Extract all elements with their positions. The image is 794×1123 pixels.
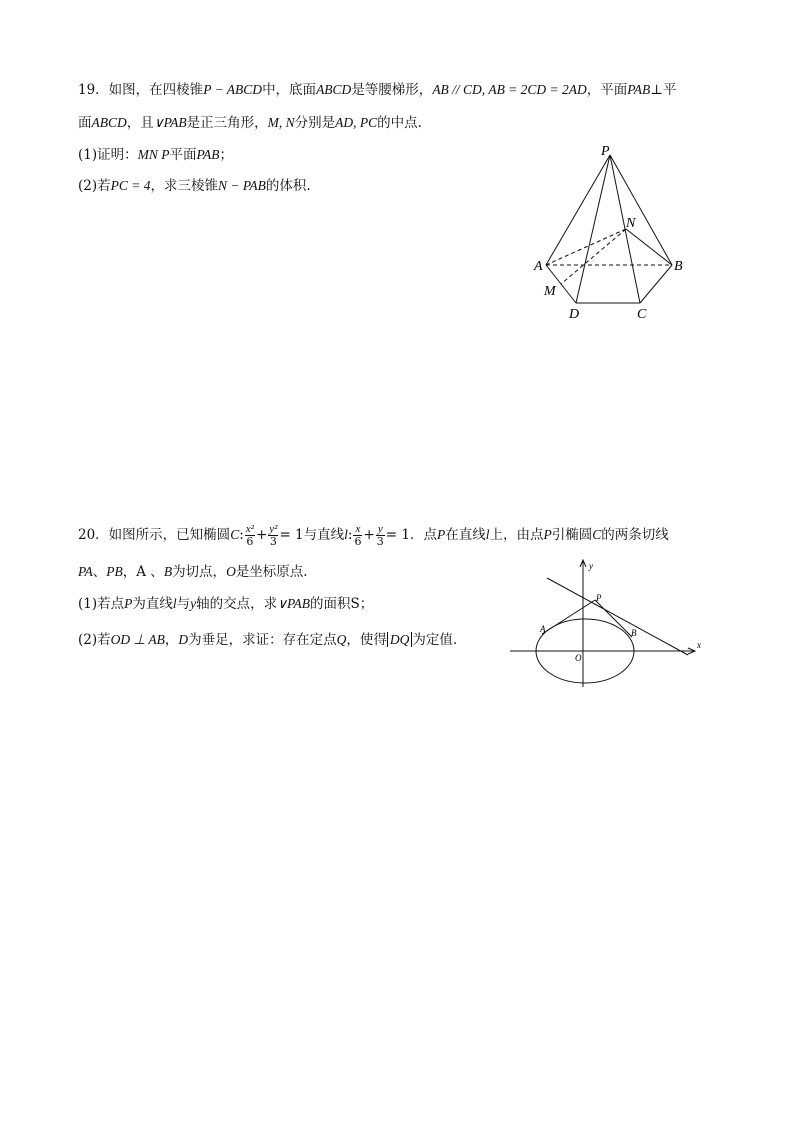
label-A: A <box>540 624 546 634</box>
numerator: x² <box>245 523 254 535</box>
q20-number-text: 20．如图所示，已知椭圆 <box>78 527 231 543</box>
text: 为切点， <box>172 564 227 580</box>
text: 与直线 <box>303 527 345 543</box>
text: 平面 <box>169 147 197 163</box>
q20-line2 <box>78 562 308 582</box>
text: ，平面 <box>586 82 628 98</box>
q19-number-text: 19．如图，在四棱锥 <box>78 82 204 98</box>
math: ABCD <box>316 82 352 97</box>
label-B: B <box>674 259 683 274</box>
label-N: N <box>626 216 636 231</box>
denominator: 6 <box>354 535 362 548</box>
math: D <box>178 632 189 647</box>
label-P: P <box>596 593 602 603</box>
text: ，且 <box>126 115 154 131</box>
text: 引椭圆 <box>551 527 593 543</box>
text: ，A 、 <box>122 564 164 580</box>
fraction <box>353 523 362 548</box>
text: 是正三角形， <box>186 115 268 131</box>
math: ∨PAB <box>277 596 311 611</box>
text: 轴的交点，求 <box>196 596 278 612</box>
math: PC = 4 <box>110 178 151 193</box>
math: PAB <box>627 82 651 97</box>
text: 的中点. <box>377 115 422 131</box>
numerator: x <box>353 523 362 536</box>
math: y <box>190 596 197 611</box>
text: 、 <box>92 564 107 580</box>
math: C <box>592 527 602 542</box>
denominator: 3 <box>269 535 277 548</box>
axis-label-x: x <box>697 640 701 650</box>
q19-line1 <box>78 80 676 100</box>
label-O: O <box>575 653 582 663</box>
math: P <box>543 527 552 542</box>
denominator: 3 <box>376 535 384 548</box>
numerator: y <box>376 523 385 536</box>
text: 的面积S； <box>310 596 374 612</box>
math: ∨PAB <box>153 115 187 130</box>
math: AB // CD, AB = 2CD = 2AD <box>432 82 587 97</box>
math: AD, PC <box>335 115 378 130</box>
math: l <box>485 527 490 542</box>
math: P <box>124 596 133 611</box>
text: ⊥平 <box>650 82 677 98</box>
q19-part2 <box>78 176 311 196</box>
text: 是等腰梯形， <box>351 82 433 98</box>
text: 为直线 <box>132 596 173 612</box>
text: 是坐标原点. <box>235 564 308 580</box>
text: 的两条切线 <box>601 527 669 543</box>
q20-line1: 20．如图所示，已知椭圆C: $\frac{\text{x²}}{6}$ + $\frac{\text{y²}}{3}$ = 1与直线l: $\frac{x}{6}$ + $\frac{y}{3}$ = 1．点P在直线l上，由点P引椭圆C的两条切线 <box>78 523 669 548</box>
label-D: D <box>569 307 580 322</box>
math: C <box>230 527 240 542</box>
label-A: A <box>534 259 543 274</box>
text: 的体积. <box>265 178 311 194</box>
label-M: M <box>544 284 556 299</box>
numerator: y² <box>269 523 278 535</box>
math: N − PAB <box>218 178 266 193</box>
math: = 1 <box>279 527 304 543</box>
text: 面 <box>78 115 92 131</box>
text: ， <box>164 632 179 648</box>
text: ，使得 <box>346 632 387 648</box>
q19-line2 <box>78 113 422 133</box>
axis-label-y: y <box>589 561 593 571</box>
math: PA <box>78 564 93 579</box>
text: (1)若点 <box>78 596 125 612</box>
text: ．点 <box>410 527 437 543</box>
pyramid-figure <box>520 135 700 325</box>
math: M, N <box>267 115 295 130</box>
q19-part1 <box>78 145 233 165</box>
math: l <box>344 527 348 542</box>
text: ，求三棱锥 <box>150 178 218 194</box>
math: PAB <box>196 147 220 162</box>
text: (2)若 <box>78 632 111 648</box>
label-B: B <box>631 628 637 638</box>
math: = 1 <box>385 527 410 543</box>
math: MN P <box>137 147 170 162</box>
text: ； <box>219 147 233 163</box>
denominator: 6 <box>246 535 254 548</box>
math: OD ⊥ AB <box>110 632 165 647</box>
abs-DQ: DQ <box>387 632 413 647</box>
label-P: P <box>601 144 610 159</box>
text: 上，由点 <box>489 527 544 543</box>
math: l <box>172 596 177 611</box>
text: 分别是 <box>294 115 336 131</box>
text: (1)证明： <box>78 147 138 163</box>
q20-part1 <box>78 594 373 614</box>
math: O <box>226 564 236 579</box>
math: PB <box>106 564 123 579</box>
ellipse-figure <box>505 555 715 695</box>
math: P <box>437 527 446 542</box>
fraction <box>376 523 385 548</box>
fraction <box>268 523 278 548</box>
text: (2)若 <box>78 178 111 194</box>
math: B <box>163 564 173 579</box>
text: 为垂足，求证：存在定点 <box>188 632 337 648</box>
pyramid-name: P − ABCD <box>203 82 263 97</box>
text: 为定值. <box>412 632 458 648</box>
q20-part2 <box>78 630 457 650</box>
text: 与 <box>176 596 191 612</box>
fraction <box>245 523 255 548</box>
math: Q <box>336 632 347 647</box>
text: 中，底面 <box>262 82 317 98</box>
label-C: C <box>637 307 647 322</box>
text: 在直线 <box>445 527 486 543</box>
math: ABCD <box>91 115 127 130</box>
